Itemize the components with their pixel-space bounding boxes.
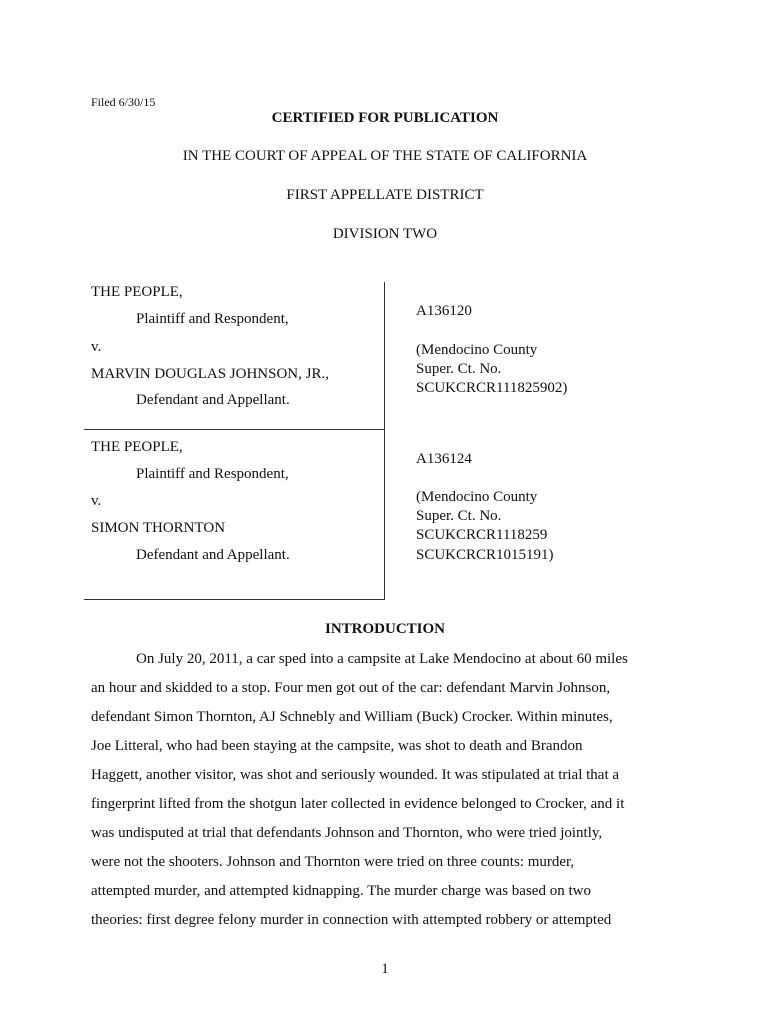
caption2-case-number: A136124 [416,451,472,467]
body-line: defendant Simon Thornton, AJ Schnebly and William (Buck) Crocker. Within minutes, [91,709,613,725]
caption1-people: THE PEOPLE, [91,284,183,300]
caption1-plaintiff-role: Plaintiff and Respondent, [136,311,289,327]
caption2-court-line: SCUKCRCR1118259 [416,527,548,543]
certified-heading: CERTIFIED FOR PUBLICATION [271,110,499,126]
introduction-heading: INTRODUCTION [324,621,445,637]
caption1-defendant: MARVIN DOUGLAS JOHNSON, JR., [91,366,329,382]
caption1-case-number: A136120 [416,303,472,319]
body-line: fingerprint lifted from the shotgun later collected in evidence belonged to Crocker, and it [91,796,625,812]
body-line: attempted murder, and attempted kidnapping. The murder charge was based on two [91,883,591,899]
caption2-plaintiff-role: Plaintiff and Respondent, [136,466,289,482]
body-line: theories: first degree felony murder in connection with attempted robbery or attempted [91,912,612,928]
caption-divider-bottom [84,599,385,600]
caption-divider-vertical [384,282,385,600]
body-line: On July 20, 2011, a car sped into a campsite at Lake Mendocino at about 60 miles [136,651,628,667]
caption1-court-line: (Mendocino County [416,342,538,358]
division-heading: DIVISION TWO [332,226,438,242]
caption2-defendant-role: Defendant and Appellant. [136,547,290,563]
court-heading: IN THE COURT OF APPEAL OF THE STATE OF CALIFORNIA [182,148,588,164]
body-line: Joe Litteral, who had been staying at the campsite, was shot to death and Brandon [91,738,583,754]
page-number: 1 [381,961,389,977]
caption1-court-line: Super. Ct. No. [416,361,502,377]
body-line: an hour and skidded to a stop. Four men got out of the car: defendant Marvin Johnson, [91,680,611,696]
caption2-court-line: (Mendocino County [416,489,538,505]
caption1-versus: v. [91,339,102,355]
district-heading: FIRST APPELLATE DISTRICT [286,187,484,203]
body-line: Haggett, another visitor, was shot and seriously wounded. It was stipulated at trial that a [91,767,620,783]
body-line: were not the shooters. Johnson and Thornton were tried on three counts: murder, [91,854,575,870]
caption2-court-line: SCUKCRCR1015191) [416,547,554,563]
caption1-court-line: SCUKCRCR111825902) [416,380,568,396]
caption2-defendant: SIMON THORNTON [91,520,226,536]
caption2-versus: v. [91,493,102,509]
caption2-people: THE PEOPLE, [91,439,183,455]
body-line: was undisputed at trial that defendants Johnson and Thornton, who were tried jointly, [91,825,603,841]
caption1-defendant-role: Defendant and Appellant. [136,392,290,408]
filed-date: Filed 6/30/15 [91,95,156,109]
caption2-court-line: Super. Ct. No. [416,508,502,524]
caption-divider-middle [84,429,385,430]
